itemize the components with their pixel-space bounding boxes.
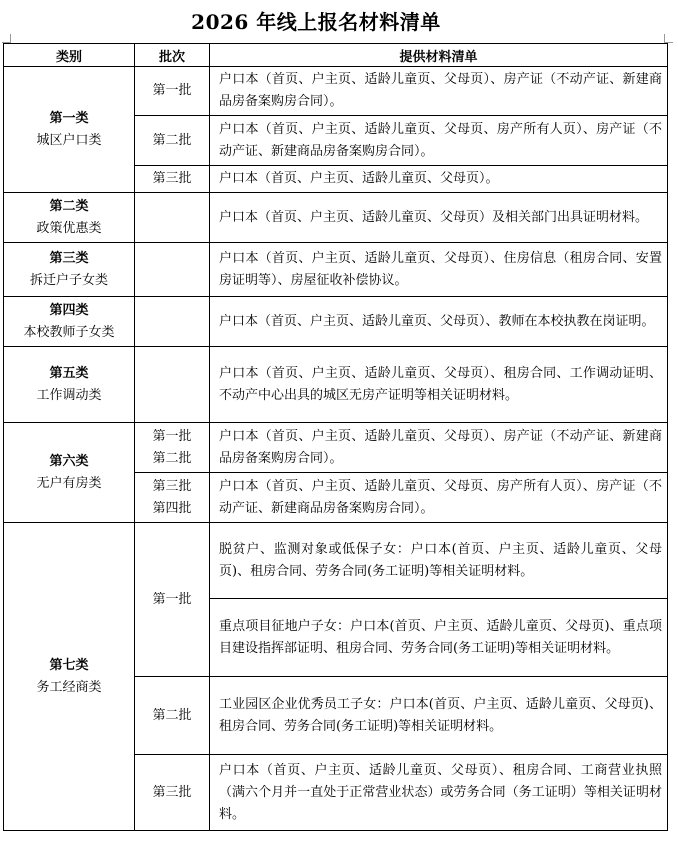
batch-cell: 第二批: [135, 116, 210, 166]
table-header-row: [4, 44, 668, 67]
category-name: 第五类: [49, 365, 89, 381]
batch-label: 第二批: [152, 450, 192, 466]
materials-cell: 户口本（首页、户主页、适龄儿童页、父母页）、教师在本校执教在岗证明。: [210, 297, 668, 347]
table-row: [4, 347, 668, 423]
materials-cell: 户口本（首页、户主页、适龄儿童页、父母页）、租房合同、工作调动证明、不动产中心出具的城区无房产证明等相关证明材料。: [210, 347, 668, 423]
materials-cell: 工业园区企业优秀员工子女：户口本(首页、户主页、适龄儿童页、父母页)、租房合同、劳务合同(务工证明)等相关证明材料。: [210, 677, 668, 755]
batch-cell: [135, 473, 210, 523]
batch-label: 第四批: [152, 500, 192, 516]
batch-cell: 第三批: [135, 755, 210, 831]
category-name: 第三类: [49, 250, 89, 266]
table-row: [4, 423, 668, 473]
category-cell: [4, 423, 135, 523]
materials-cell: 户口本（首页、户主页、适龄儿童页、父母页）、住房信息（租房合同、安置房证明等）、房屋征收补偿协议。: [210, 243, 668, 297]
batch-cell: 第一批: [135, 67, 210, 116]
batch-cell: [135, 347, 210, 423]
batch-label: 第三批: [152, 478, 192, 494]
category-cell: [4, 243, 135, 297]
category-sub: 城区户口类: [36, 132, 102, 148]
category-sub: 本校教师子女类: [23, 324, 115, 340]
table-row: [4, 297, 668, 347]
page-title: 2026 年线上报名材料清单: [191, 10, 441, 34]
materials-cell: 户口本（首页、户主页、适龄儿童页、父母页）。: [210, 166, 668, 193]
materials-cell: 户口本（首页、户主页、适龄儿童页、父母页、房产所有人页）、房产证（不动产证、新建商品房备案购房合同）。: [210, 116, 668, 166]
batch-cell: 第二批: [135, 677, 210, 755]
header-category: 类别: [4, 44, 135, 67]
category-name: 第二类: [49, 198, 89, 214]
materials-cell: 脱贫户、监测对象或低保子女：户口本(首页、户主页、适龄儿童页、父母页)、租房合同、劳务合同(务工证明)等相关证明材料。: [210, 523, 668, 599]
margin-mark-right: [664, 34, 673, 43]
materials-cell: 户口本（首页、户主页、适龄儿童页、父母页）、租房合同、工商营业执照（满六个月并一直处于正常营业状态）或劳务合同（务工证明）等相关证明材料。: [210, 755, 668, 831]
category-name: 第一类: [49, 110, 89, 126]
batch-label: 第一批: [152, 428, 192, 444]
table-row: [4, 243, 668, 297]
category-cell: [4, 193, 135, 243]
category-name: 第六类: [49, 453, 89, 469]
batch-cell: [135, 423, 210, 473]
materials-cell: 户口本（首页、户主页、适龄儿童页、父母页、房产所有人页）、房产证（不动产证、新建商品房备案购房合同）。: [210, 473, 668, 523]
category-cell: [4, 67, 135, 193]
batch-cell: [135, 243, 210, 297]
batch-cell: 第三批: [135, 166, 210, 193]
table-row: [4, 523, 668, 599]
materials-cell: 户口本（首页、户主页、适龄儿童页、父母页）、房产证（不动产证、新建商品房备案购房合同）。: [210, 67, 668, 116]
materials-table: [3, 43, 668, 831]
table-row: [4, 193, 668, 243]
category-sub: 拆迁户子女类: [29, 272, 108, 288]
materials-cell: 户口本（首页、户主页、适龄儿童页、父母页）、房产证（不动产证、新建商品房备案购房合同）。: [210, 423, 668, 473]
category-sub: 政策优惠类: [36, 220, 102, 236]
table-row: [4, 67, 668, 116]
category-sub: 工作调动类: [36, 387, 102, 403]
category-name: 第七类: [49, 657, 89, 673]
header-materials: 提供材料清单: [210, 44, 668, 67]
category-sub: 无户有房类: [36, 475, 102, 491]
header-batch: 批次: [135, 44, 210, 67]
batch-cell: 第一批: [135, 523, 210, 677]
materials-cell: 户口本（首页、户主页、适龄儿童页、父母页）及相关部门出具证明材料。: [210, 193, 668, 243]
batch-cell: [135, 193, 210, 243]
category-cell: [4, 347, 135, 423]
category-cell: [4, 523, 135, 831]
margin-mark-left: [2, 34, 11, 43]
category-sub: 务工经商类: [36, 679, 102, 695]
category-name: 第四类: [49, 302, 89, 318]
batch-cell: [135, 297, 210, 347]
category-cell: [4, 297, 135, 347]
materials-cell: 重点项目征地户子女：户口本(首页、户主页、适龄儿童页、父母页)、重点项目建设指挥部证明、租房合同、劳务合同(务工证明)等相关证明材料。: [210, 599, 668, 677]
